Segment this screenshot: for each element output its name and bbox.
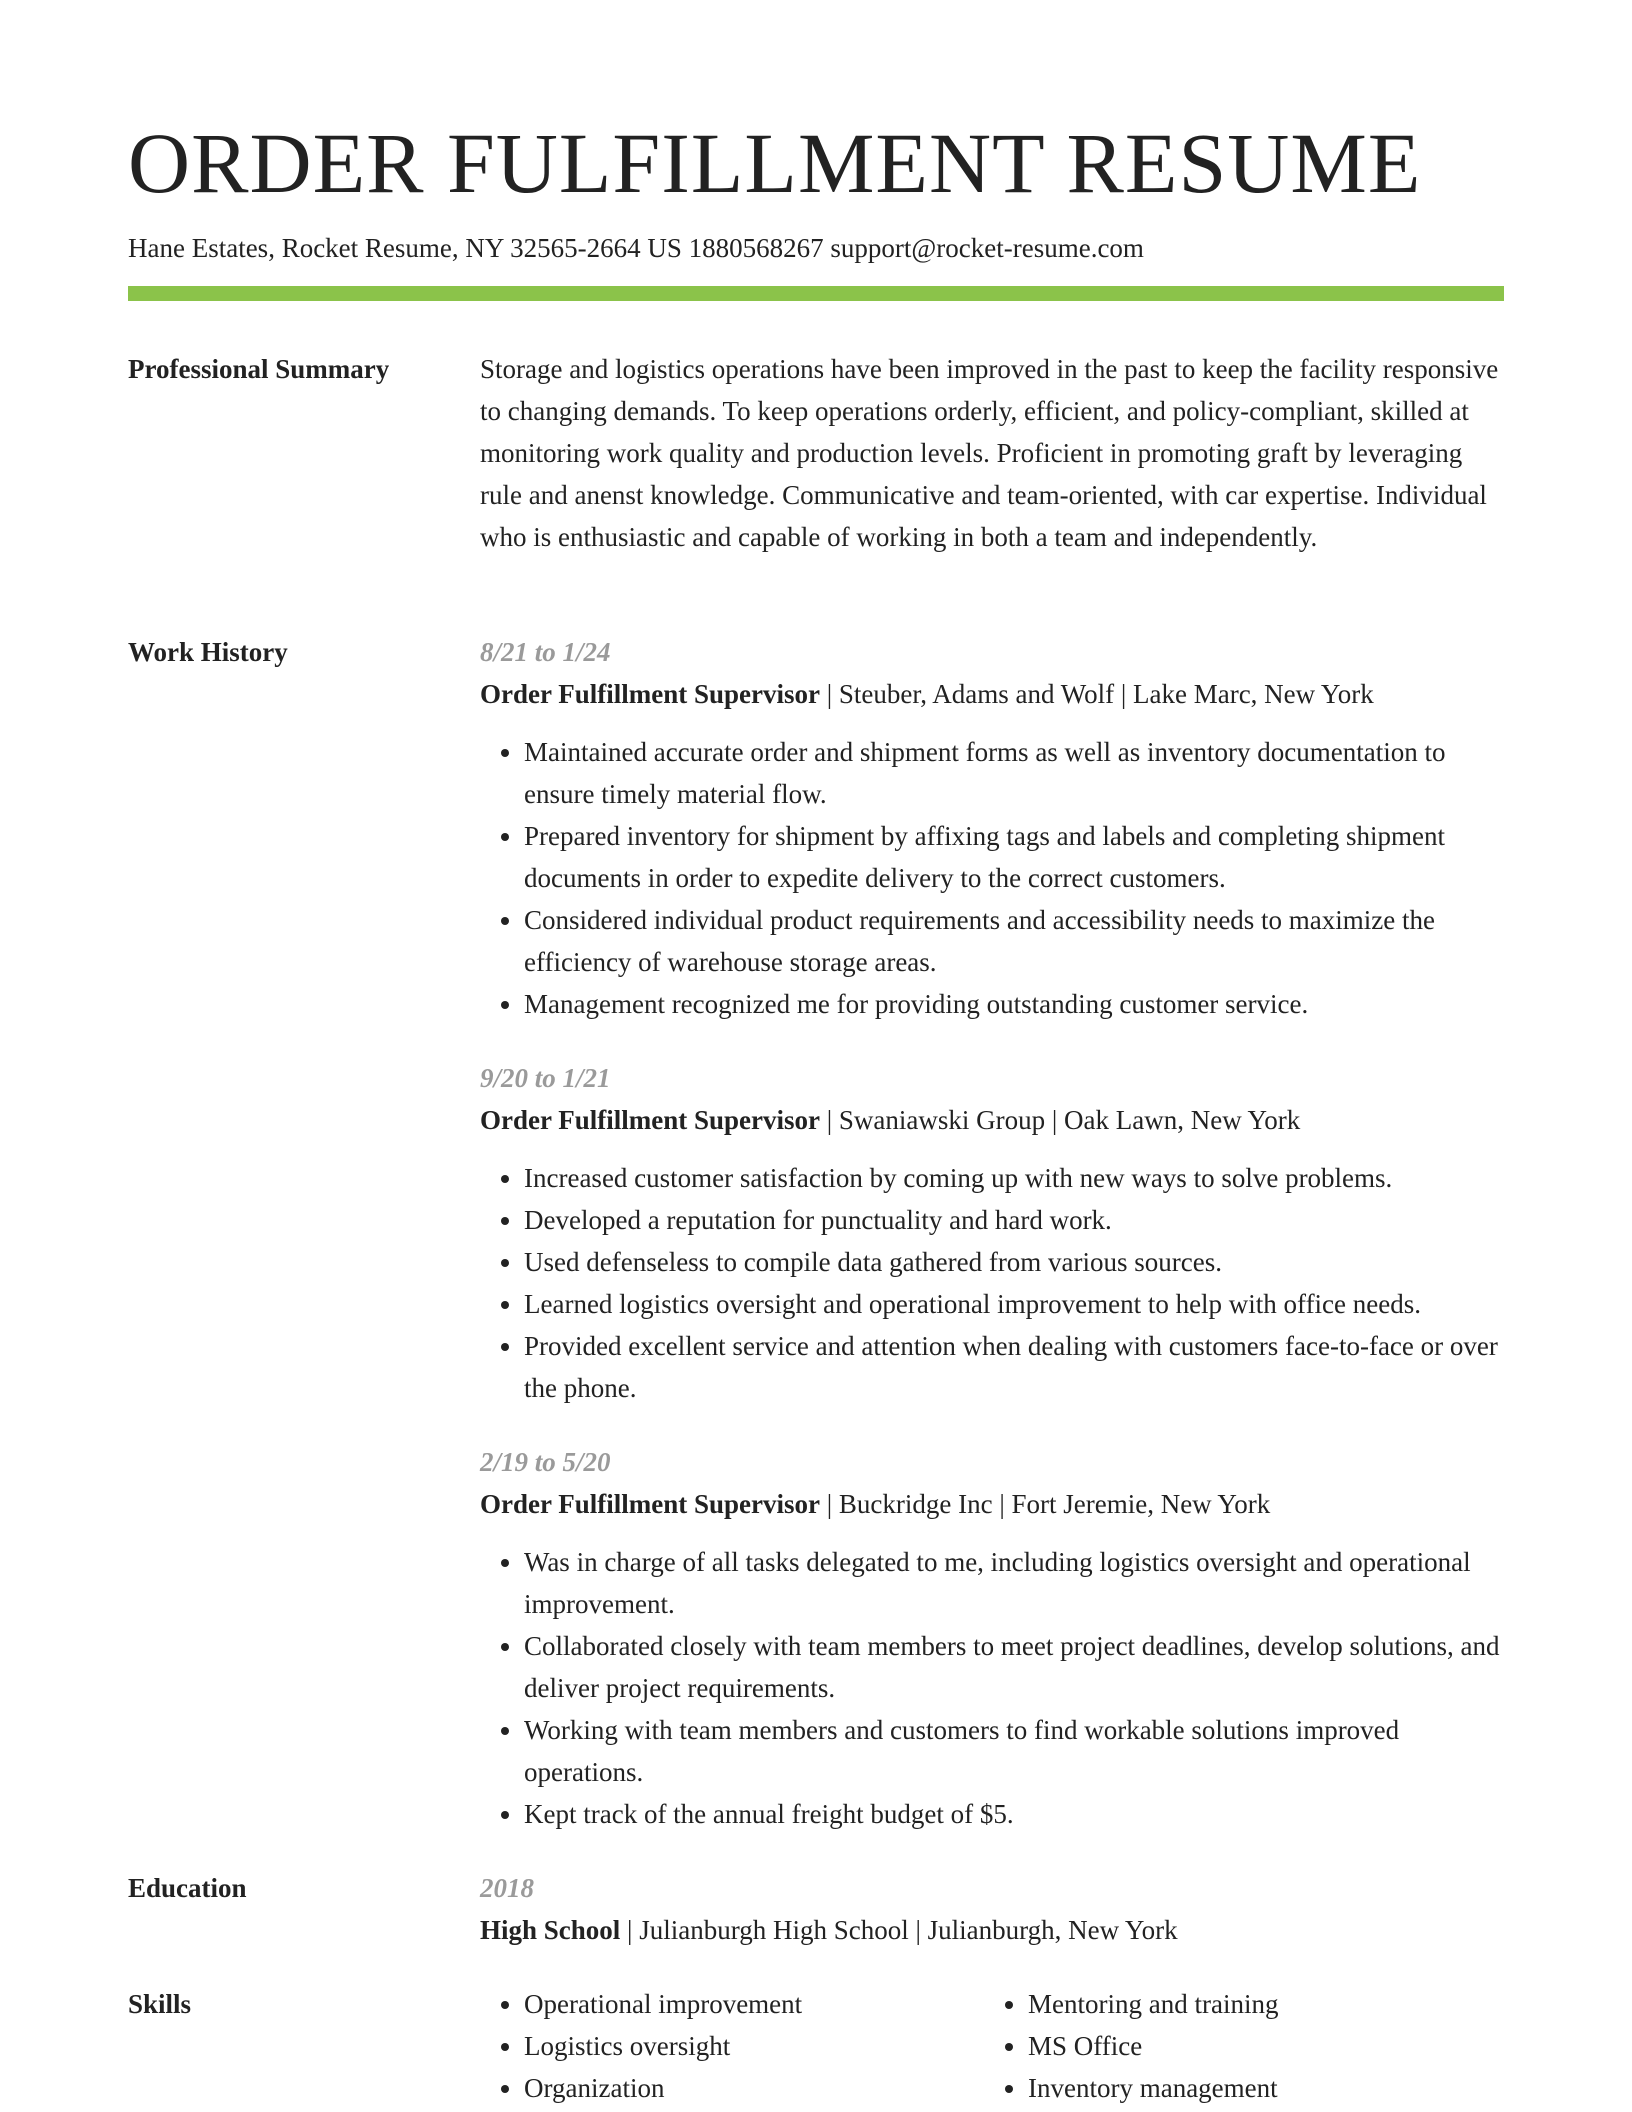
job-bullet: • Kept track of the annual freight budget of $5. — [524, 1793, 1504, 1835]
header-divider — [128, 286, 1504, 301]
education-degree: High School — [480, 1915, 621, 1945]
job-entry — [480, 631, 1504, 1025]
job-title: Order Fulfillment Supervisor — [480, 1105, 820, 1135]
job-bullet: • Was in charge of all tasks delegated to me, including logistics oversight and operational improvement. — [524, 1541, 1504, 1625]
job-details: | Buckridge Inc | Fort Jeremie, New York — [819, 1489, 1271, 1519]
summary-label: Professional Summary — [128, 354, 390, 384]
job-bullets — [480, 1541, 1504, 1835]
education-date: 2018 — [480, 1873, 534, 1903]
education-line — [480, 1909, 1504, 1951]
skill-item: • Inventory management — [1028, 2067, 1488, 2109]
work-history-label: Work History — [128, 637, 288, 667]
resume-title: ORDER FULFILLMENT RESUME — [128, 115, 1422, 211]
education-body — [480, 1867, 1504, 1951]
job-entry — [480, 1057, 1504, 1409]
job-bullet: • Used defenseless to compile data gathered from various sources. — [524, 1241, 1504, 1283]
job-line — [480, 673, 1504, 715]
job-bullet: • Considered individual product requirements and accessibility needs to maximize the efficiency of warehouse storage areas. — [524, 899, 1504, 983]
skills-label: Skills — [128, 1989, 192, 2019]
job-bullet: • Management recognized me for providing outstanding customer service. — [524, 983, 1504, 1025]
job-date: 9/20 to 1/21 — [480, 1063, 611, 1093]
job-bullet: • Working with team members and customers to find workable solutions improved operations. — [524, 1709, 1504, 1793]
job-title: Order Fulfillment Supervisor — [480, 679, 820, 709]
job-line — [480, 1483, 1504, 1525]
job-bullet: • Collaborated closely with team members to meet project deadlines, develop solutions, and deliver project requirements. — [524, 1625, 1504, 1709]
skill-item: • MS Office — [1028, 2025, 1488, 2067]
job-details: | Swaniawski Group | Oak Lawn, New York — [819, 1105, 1301, 1135]
contact-line: Hane Estates, Rocket Resume, NY 32565-2664 US 1880568267 support@rocket-resume.com — [128, 233, 1144, 263]
skill-item: • Logistics oversight — [524, 2025, 984, 2067]
skills-columns — [480, 1983, 1504, 2109]
job-bullet: • Learned logistics oversight and operational improvement to help with office needs. — [524, 1283, 1504, 1325]
job-bullet: • Provided excellent service and attention when dealing with customers face-to-face or over the phone. — [524, 1325, 1504, 1409]
job-entry — [480, 1441, 1504, 1835]
job-bullet: • Maintained accurate order and shipment forms as well as inventory documentation to ensure timely material flow. — [524, 731, 1504, 815]
skill-item: • Organization — [524, 2067, 984, 2109]
education-label: Education — [128, 1873, 247, 1903]
work-history-body — [480, 631, 1504, 1867]
job-date: 2/19 to 5/20 — [480, 1447, 611, 1477]
job-line — [480, 1099, 1504, 1141]
job-title: Order Fulfillment Supervisor — [480, 1489, 820, 1519]
job-details: | Steuber, Adams and Wolf | Lake Marc, New York — [819, 679, 1374, 709]
job-bullet: • Developed a reputation for punctuality and hard work. — [524, 1199, 1504, 1241]
job-bullets — [480, 1157, 1504, 1409]
skills-column-right — [984, 1983, 1488, 2109]
job-date: 8/21 to 1/24 — [480, 637, 611, 667]
job-bullets — [480, 731, 1504, 1025]
skills-list-right — [984, 1983, 1488, 2109]
skills-column-left — [480, 1983, 984, 2109]
skills-body — [480, 1983, 1504, 2109]
skill-item: • Mentoring and training — [1028, 1983, 1488, 2025]
summary-body — [480, 348, 1504, 558]
skills-list-left — [480, 1983, 984, 2109]
job-bullet: • Prepared inventory for shipment by affixing tags and labels and completing shipment documents in order to expedite delivery to the correct customers. — [524, 815, 1504, 899]
job-bullet: • Increased customer satisfaction by coming up with new ways to solve problems. — [524, 1157, 1504, 1199]
education-details: | Julianburgh High School | Julianburgh, New York — [620, 1915, 1178, 1945]
summary-text: Storage and logistics operations have been improved in the past to keep the facility responsive to changing demands. To keep operations orderly, efficient, and policy-compliant, skilled at monitoring work quality and production levels. Proficient in promoting graft by leveraging rule and anenst knowledge. Communicative and team-oriented, with car expertise. Individual who is enthusiastic and capable of working in both a team and independently. — [480, 354, 1499, 552]
skill-item: • Operational improvement — [524, 1983, 984, 2025]
